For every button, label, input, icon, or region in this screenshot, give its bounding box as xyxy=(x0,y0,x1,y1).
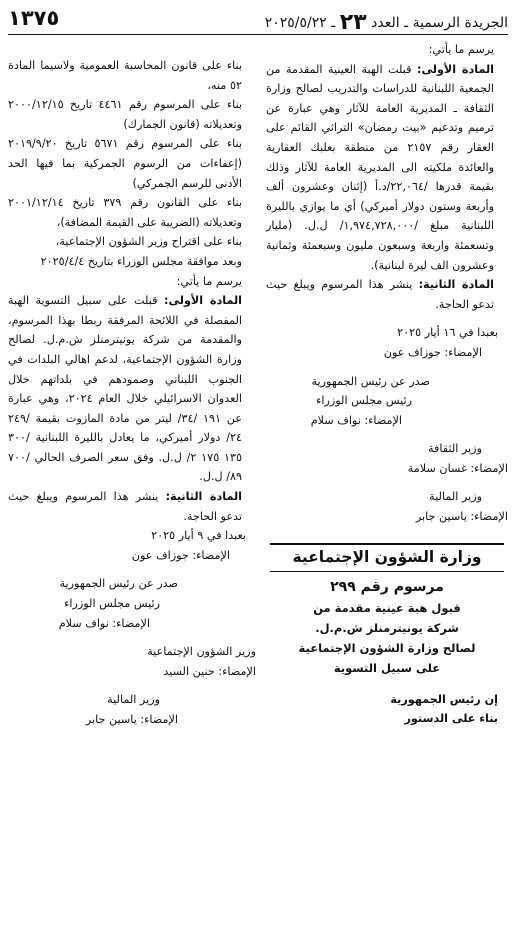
article-text: قبلت على سبيل التسوية الهبة المفصلة في اللائحة المرفقة ربطا بهذا المرسوم، والمقدمة من شركة يونيترمنلز ش.م.ل. لصالح وزارة الشؤون الإجتماعية، لدعم اهالي البلدات في الجنوب اللبناني وصمودهم في بلداتهم خلال العدوان الاسرائيلي خلال العام ٢٠٢٤، وهي عبارة عن ١٩١ /٣٤/ ليتر من مادة المازوت بقيمة /٢٤٩ ٢٤/ دولار أميركي، ما يعادل بالليرة اللبنانية /٣٠٠ ١٣٥ ١٧٥ ٢/ ل.ل. وفق سعر الصرف الحالي /٧٠٠ ٨٩/ ل.ل. xyxy=(8,294,242,484)
constitution-preamble: بناء على الدستور xyxy=(404,712,498,726)
article-2 xyxy=(266,275,508,314)
finance-minister-signature: الإمضاء: ياسين جابر xyxy=(85,713,178,726)
pm-signature: الإمضاء: نواف سلام xyxy=(310,413,402,427)
article-2 xyxy=(8,487,256,526)
finance-minister-title: وزير المالية xyxy=(429,490,482,504)
legal-basis: بناء على اقتراح وزير الشؤون الإجتماعية، xyxy=(55,235,242,249)
finance-minister-signature: الإمضاء: ياسين جابر xyxy=(415,510,508,524)
article-label: المادة الثانية: xyxy=(418,278,495,292)
legal-basis: بناء على القانون رقم ٣٧٩ تاريخ ٢٠٠١/١٢/١٤ وتعديلاته (الضريبة على القيمة المضافة)، xyxy=(8,196,242,229)
article-1 xyxy=(266,60,508,276)
right-column xyxy=(266,40,508,729)
article-text: ينشر هذا المرسوم ويبلغ حيث تدعو الحاجة. xyxy=(8,490,242,523)
president-signature: الإمضاء: جوزاف عون xyxy=(383,345,482,359)
ministry-heading-block xyxy=(266,543,508,678)
legal-basis: بناء على قانون المحاسبة العمومية ولاسيما المادة ٥٢ منه، xyxy=(8,59,242,92)
decree-subject-line: على سبيل التسوية xyxy=(333,660,441,675)
pm-signature: الإمضاء: نواف سلام xyxy=(58,616,150,630)
legal-basis: بناء على المرسوم رقم ٤٤٦١ تاريخ ٢٠٠٠/١٢/١٥ وتعديلاته (قانون الجمارك) xyxy=(8,98,243,131)
left-column xyxy=(8,56,256,730)
issued-by: صدر عن رئيس الجمهورية xyxy=(311,374,430,388)
article-label: المادة الأولى: xyxy=(416,62,495,76)
signature-date: بعبدا في ١٦ أيار ٢٠٢٥ xyxy=(397,326,498,340)
signature-date: بعبدا في ٩ أيار ٢٠٢٥ xyxy=(151,529,246,543)
page-header xyxy=(8,6,508,35)
gazette-name: الجريدة الرسمية ـ العدد xyxy=(371,15,508,31)
ministry-title: وزارة الشؤون الإجتماعية xyxy=(270,543,504,573)
issue-number: ٢٣ xyxy=(339,10,367,35)
legal-basis: بناء على المرسوم رقم ٥٦٧١ تاريخ ٢٠١٩/٩/٢٠ (إعفاءات من الرسوم الجمركية بما فيها الحد الأدنى للرسم الجمركي) xyxy=(8,137,242,190)
pm-title: رئيس مجلس الوزراء xyxy=(64,597,160,611)
article-text: ينشر هذا المرسوم ويبلغ حيث تدعو الحاجة. xyxy=(266,278,494,311)
decree-subject-line: قبول هبة عينية مقدمة من xyxy=(313,600,461,615)
minister-signature: الإمضاء: حنين السيد xyxy=(163,664,256,678)
minister-title: وزير الشؤون الإجتماعية xyxy=(147,645,256,659)
finance-minister-title: وزير المالية xyxy=(107,693,160,707)
minister-title: وزير الثقافة xyxy=(428,442,482,456)
decree-number: مرسوم رقم ٢٩٩ xyxy=(330,579,444,596)
article-label: المادة الثانية: xyxy=(165,490,243,504)
decree-intro: يرسم ما يأتي: xyxy=(176,274,242,288)
issued-by: صدر عن رئيس الجمهورية xyxy=(59,577,178,591)
decree-intro: يرسم ما يأتي: xyxy=(428,43,494,56)
pm-title: رئيس مجلس الوزراء xyxy=(316,394,412,408)
article-1 xyxy=(8,291,256,487)
article-text: قبلت الهبة العينية المقدمة من الجمعية اللبنانية للدراسات والتدريب لصالح وزارة الثقافة ـ المديرية العامة للآثار وهي عبارة عن ترميم وتدعيم «بيت رمضان» التراثي القائم على العقار رقم ٢١٥٧ من منطقة بعلبك العقارية والعائدة ملكيته الى المديرية العامة للآثار وذلك بقيمة قدرها /٢٢,٠٦٤/د.أ (إثنان وعشرون ألف وأربعة وستون دولار أميركي) أي ما يوازي بالليرة اللبنانية مبلغ /١,٩٧٤,٧٢٨,٠٠٠/ ل.ل. (مليار وتسعمئة واربعة وسبعون مليون وسبعمئة وثمانية وعشرون الف ليرة لبنانية). xyxy=(266,62,495,272)
president-signature: الإمضاء: جوزاف عون xyxy=(131,548,230,562)
gazette-header-title xyxy=(265,10,508,35)
article-label: المادة الأولى: xyxy=(163,294,243,308)
legal-basis: وبعد موافقة مجلس الوزراء بتاريخ ٢٠٢٥/٤/٤ xyxy=(40,254,242,268)
president-preamble: إن رئيس الجمهورية xyxy=(390,692,498,706)
decree-subject-line: شركة يونيترمنلز ش.م.ل. xyxy=(315,620,459,635)
page-number: ١٣٧٥ xyxy=(8,6,60,30)
minister-signature: الإمضاء: غسان سلامة xyxy=(407,461,508,475)
decree-subject-line: لصالح وزارة الشؤون الإجتماعية xyxy=(298,640,476,655)
issue-date: ـ ٢٠٢٥/٥/٢٢ xyxy=(264,15,336,31)
